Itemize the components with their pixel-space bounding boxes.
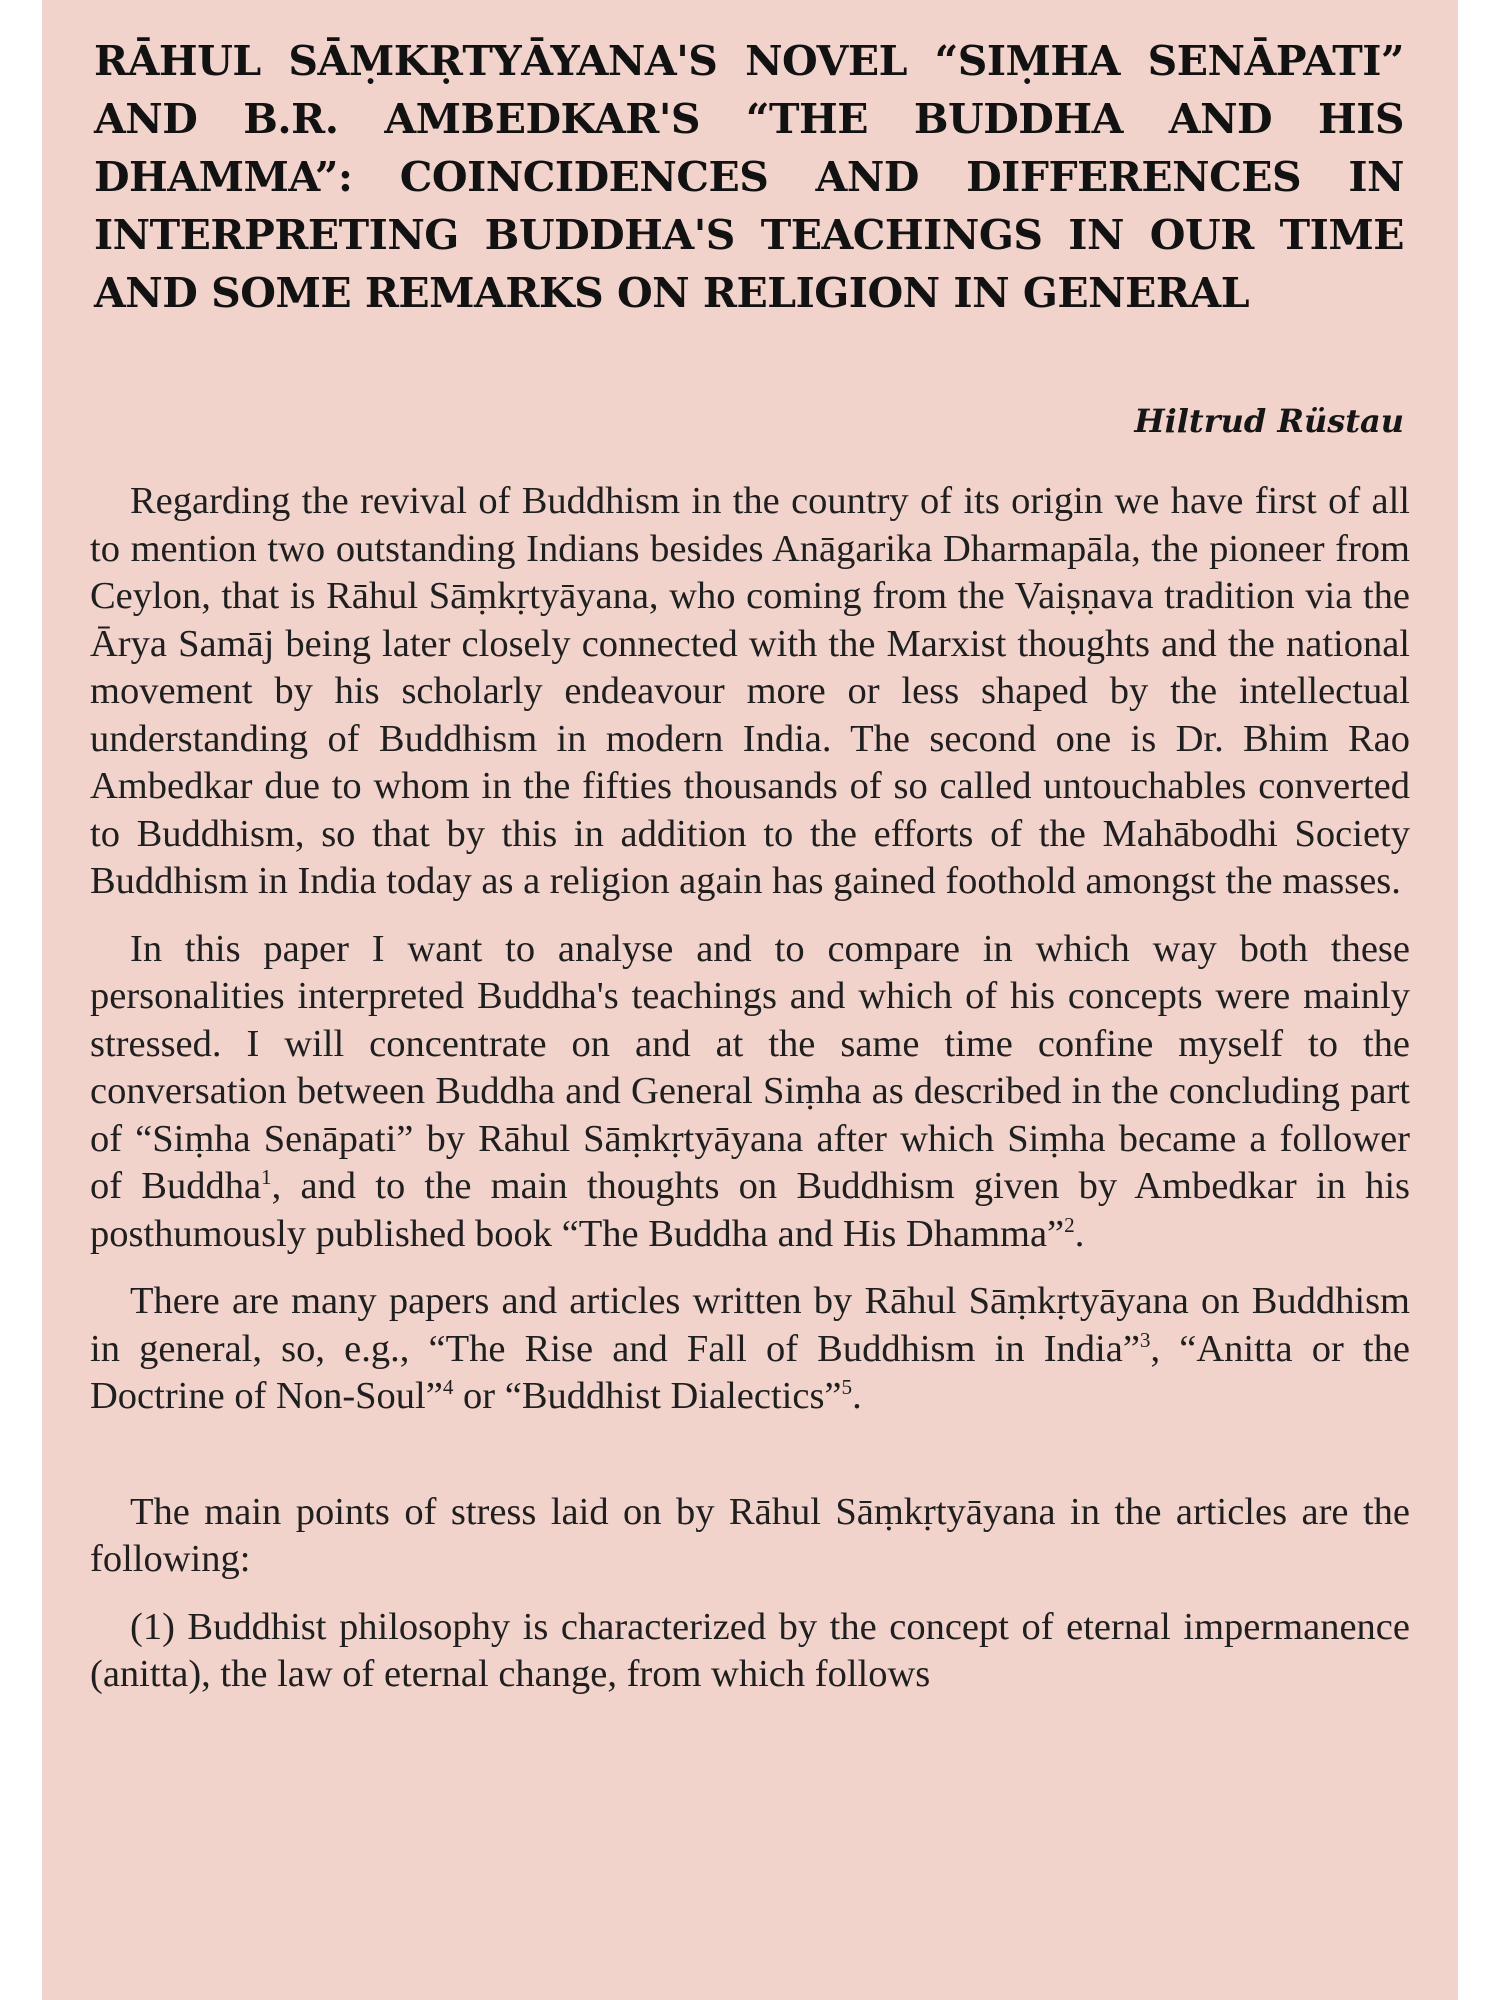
paragraph-revival: Regarding the revival of Buddhism in the country of its origin we have first of all to mention two outstanding Indians besides Anāgarika Dharmapāla, the pioneer from Ceylon, that is Rāhul Sāṃkṛtyāyana, who coming from the Vaiṣṇava tradition via the Ārya Samāj being later closely connected with the Marxist thoughts and the national movement by his scholarly endeavour more or less shaped by the intellectual understanding of Buddhism in modern India. The second one is Dr. Bhim Rao Ambedkar due to whom in the fifties thousands of so called untouchables converted to Buddhism, so that by this in addition to the efforts of the Mahābodhi Society Buddhism in India today as a religion again has gained foothold amongst the masses. [90, 480, 1410, 902]
footnote-ref-3[interactable]: 3 [1139, 1327, 1151, 1352]
paragraph-text: There are many papers and articles written by Rāhul Sāṃkṛtyāyana on Buddhism in general, so, e.g., “The Rise and Fall of Buddhism in India” [90, 1280, 1410, 1370]
paragraph-text: or “Buddhist Dialectics” [453, 1375, 842, 1417]
paragraph-text: , and to the main thoughts on Buddhism given by Ambedkar in his posthumously published book “The Buddha and His Dhamma” [90, 1165, 1410, 1255]
paragraph-paper-aim [90, 926, 1410, 1259]
article-body [90, 478, 1410, 1719]
footnote-ref-2[interactable]: 2 [1064, 1212, 1075, 1237]
article-title: RĀHUL SĀṂKṚTYĀYANA'S NOVEL “SIṂHA SENĀPATI” AND B.R. AMBEDKAR'S “THE BUDDHA AND HIS DHAMMA”: COINCIDENCES AND DIFFERENCES IN INTERPRETING BUDDHA'S TEACHINGS IN OUR TIME AND SOME REMARKS ON RELIGION IN GENERAL [94, 37, 1404, 317]
scanned-page [42, 0, 1458, 2000]
paragraph-main-points: The main points of stress laid on by Rāhul Sāṃkṛtyāyana in the articles are the following: [90, 1490, 1410, 1580]
paragraph-text: . [1074, 1212, 1085, 1255]
footnote-ref-1[interactable]: 1 [261, 1165, 272, 1190]
paragraph-point-1: (1) Buddhist philosophy is characterized by the concept of eternal impermanence (anitta), the law of eternal change, from which follows [90, 1605, 1410, 1695]
footnote-ref-5[interactable]: 5 [841, 1375, 853, 1400]
paragraph-text: . [852, 1375, 862, 1417]
footnote-ref-4[interactable]: 4 [442, 1375, 454, 1400]
paragraph-text: In this paper I want to analyse and to compare in which way both these personalities interpreted Buddha's teachings and which of his concepts were mainly stressed. I will concentrate on and at the same time confine myself to the conversation between Buddha and General Siṃha as described in the concluding part of “Siṃha Senāpati” by Rāhul Sāṃkṛtyāyana after which Siṃha became a follower of Buddha [90, 927, 1410, 1207]
paragraph-text: , “Anitta or the Doctrine of Non-Soul” [90, 1327, 1410, 1417]
paragraph-articles [90, 1278, 1410, 1421]
author-name: Hiltrud Rüstau [1134, 402, 1404, 440]
